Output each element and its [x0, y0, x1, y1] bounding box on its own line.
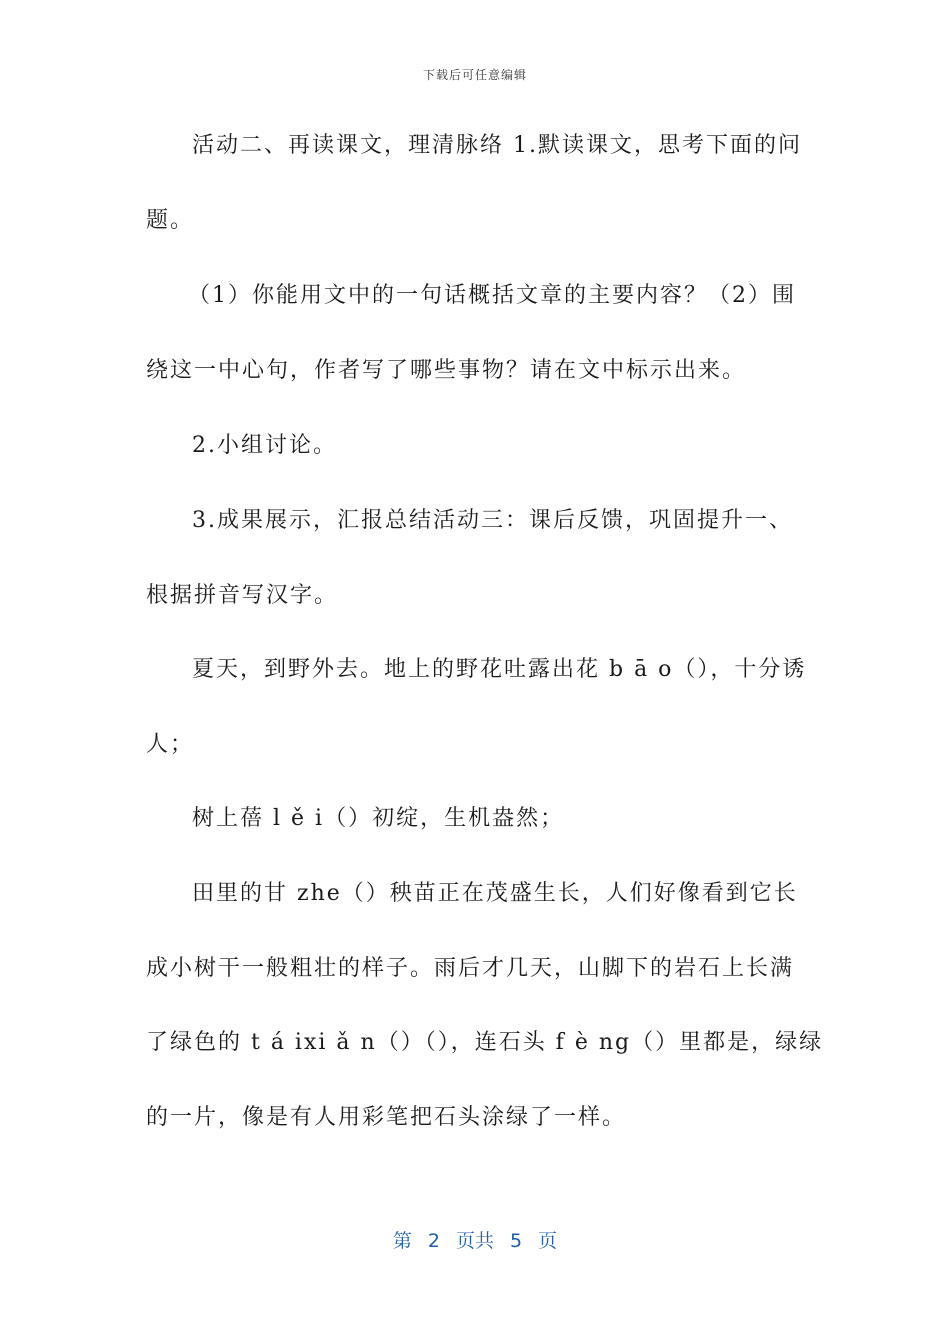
page-header: 下载后可任意编辑 [422, 68, 527, 82]
paragraph-line: 夏天，到野外去。地上的野花吐露出花 b ā o（），十分诱 [192, 657, 807, 682]
paragraph-line: （1）你能用文中的一句话概括文章的主要内容？（2）围 [188, 283, 796, 308]
paragraph-line: 人； [146, 732, 195, 757]
paragraph-line: 绕这一中心句，作者写了哪些事物？请在文中标示出来。 [146, 358, 747, 383]
footer-mid: 页共 [455, 1230, 494, 1252]
paragraph-line: 根据拼音写汉字。 [146, 583, 339, 608]
current-page-number: 2 [427, 1230, 440, 1252]
paragraph-line: 2.小组讨论。 [192, 433, 337, 458]
footer-prefix: 第 [392, 1230, 412, 1252]
paragraph-line: 的一片，像是有人用彩笔把石头涂绿了一样。 [146, 1105, 627, 1130]
paragraph-line: 树上蓓 l ě i（）初绽，生机盎然； [192, 806, 565, 831]
paragraph-line: 题。 [146, 208, 195, 233]
paragraph-line: 了绿色的 t á ixi ǎ n（）（），连石头 f è ng（）里都是，绿绿 [146, 1030, 824, 1055]
page-footer [0, 1226, 950, 1253]
paragraph-line: 成小树干一般粗壮的样子。雨后才几天，山脚下的岩石上长满 [146, 956, 795, 981]
paragraph-line: 活动二、再读课文，理清脉络 1.默读课文，思考下面的问 [192, 133, 802, 158]
total-pages-number: 5 [510, 1230, 523, 1252]
paragraph-line: 田里的甘 zhe（）秧苗正在茂盛生长，人们好像看到它长 [192, 881, 798, 906]
footer-suffix: 页 [538, 1230, 558, 1252]
paragraph-line: 3.成果展示，汇报总结活动三：课后反馈，巩固提升一、 [192, 508, 793, 533]
